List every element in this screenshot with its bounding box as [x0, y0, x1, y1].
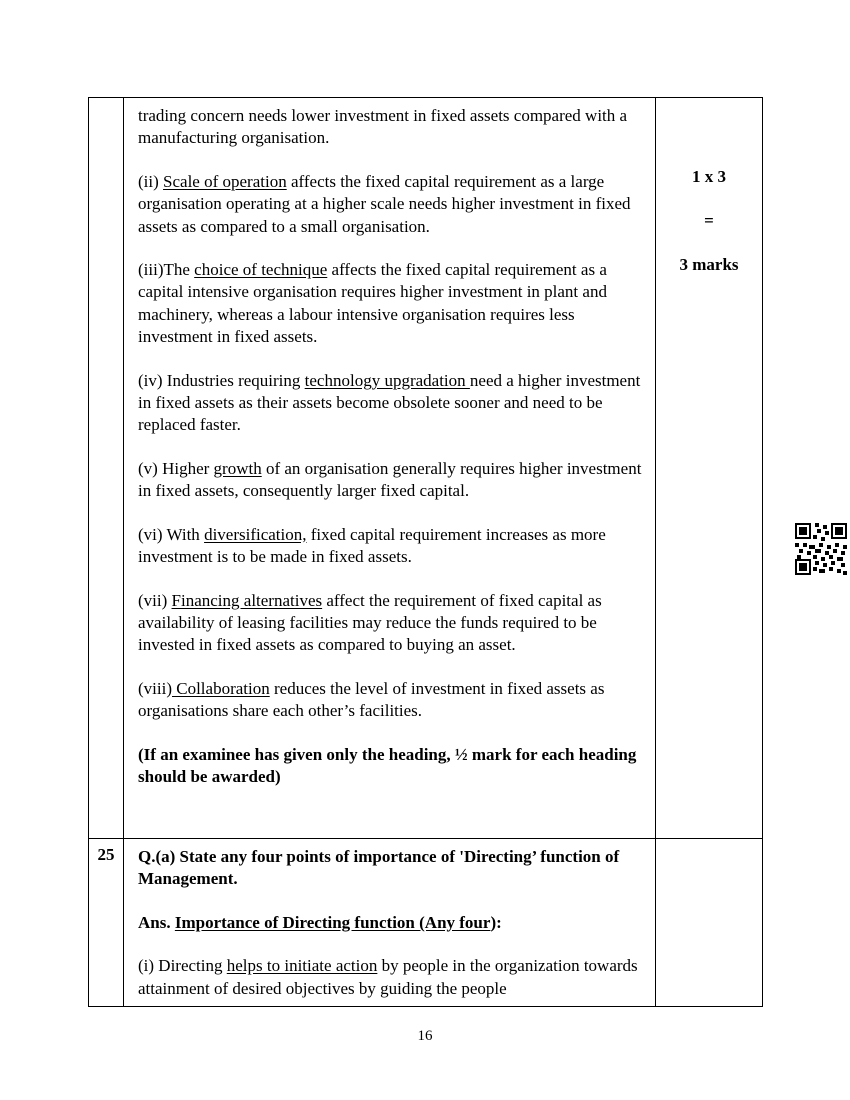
paragraph	[138, 370, 645, 437]
table-row	[89, 839, 763, 1007]
text-segment: growth	[213, 458, 262, 478]
text-segment: affects the fixed capital requirement as a capital intensive organisation requires higher investment in plant and machinery, whereas a labour intensive organisation requires less investment in fixed assets.	[138, 260, 607, 347]
text-segment: (viii)	[138, 678, 172, 698]
text-segment: trading concern needs lower investment in fixed assets compared with a manufacturing organisation.	[138, 106, 628, 148]
paragraph	[138, 955, 645, 1000]
text-segment: Financing alternatives	[171, 590, 323, 610]
qr-code-icon	[795, 523, 847, 575]
text-segment: (iii)The	[138, 260, 195, 280]
marks-text: 3 marks	[679, 255, 739, 274]
text-segment: Collaboration	[172, 678, 270, 698]
paragraph	[138, 678, 645, 723]
text-segment: (iv) Industries requiring	[138, 370, 305, 390]
page-number: 16	[417, 1028, 433, 1044]
marks-cell	[656, 98, 763, 839]
paragraph	[138, 259, 645, 349]
paragraph	[138, 744, 645, 789]
text-segment: ):	[490, 912, 502, 932]
paragraph	[138, 524, 645, 569]
question-number-cell	[89, 98, 124, 839]
paragraph	[138, 458, 645, 503]
text-segment: reduces the level of investment in fixed assets as organisations share each other’s facilities.	[138, 678, 605, 721]
text-segment: (i) Directing	[138, 956, 227, 976]
paragraph	[138, 590, 645, 657]
text-segment: (ii)	[138, 171, 164, 191]
text-segment: of an organisation generally requires higher investment in fixed assets, consequently larger fixed capital.	[138, 458, 642, 501]
text-segment: Q.(a) State any four points of importance of 'Directing’ function of Management.	[138, 847, 620, 889]
text-segment: technology upgradation	[304, 370, 470, 390]
text-segment: Scale of operation	[163, 171, 287, 191]
answer-table	[88, 97, 763, 1007]
marks-text: =	[704, 211, 714, 230]
text-segment: affects the fixed capital requirement as a large organisation operating at a higher scale needs higher investment in fixed assets as compared to a small organisation.	[138, 171, 631, 236]
marks-text: 1 x 3	[692, 167, 726, 186]
paragraph	[138, 105, 645, 150]
text-segment: diversification,	[204, 524, 307, 544]
text-segment: by people in the organization towards attainment of desired objectives by guiding the people	[138, 956, 638, 998]
text-segment: Importance of Directing function (Any four	[174, 912, 491, 932]
answer-content-cell	[124, 98, 656, 839]
paragraph	[138, 912, 645, 934]
question-number-cell: 25	[89, 839, 124, 1007]
text-segment: (If an examinee has given only the heading, ½ mark for each heading should be awarded)	[138, 744, 637, 786]
text-segment: need a higher investment in fixed assets as their assets become obsolete sooner and need to be replaced faster.	[138, 370, 641, 435]
text-segment: helps to initiate action	[226, 956, 378, 976]
text-segment: (v) Higher	[138, 458, 214, 478]
answer-content-cell	[124, 839, 656, 1007]
text-segment: (vi) With	[138, 524, 205, 544]
marks-cell	[656, 839, 763, 1007]
paragraph	[138, 171, 645, 238]
paragraph	[138, 846, 645, 891]
table-row	[89, 98, 763, 839]
text-segment: (vii)	[138, 590, 172, 610]
text-segment: choice of technique	[194, 260, 328, 280]
text-segment: affect the requirement of fixed capital as availability of leasing facilities may reduce the funds required to be invested in fixed assets as compared to buying an asset.	[138, 590, 602, 655]
text-segment: fixed capital requirement increases as more investment is to be made in fixed assets.	[138, 524, 606, 567]
text-segment: Ans.	[138, 912, 175, 932]
